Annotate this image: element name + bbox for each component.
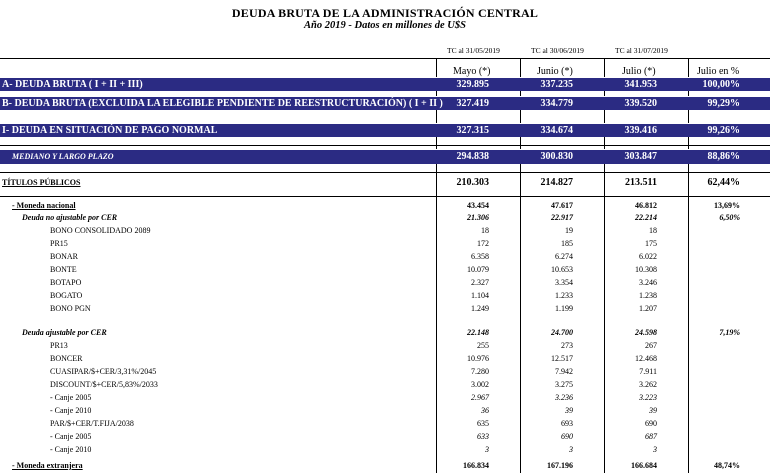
value-may: 327.315 [456, 125, 489, 136]
value-jul: 267 [645, 341, 657, 350]
value-jul: 7.911 [639, 367, 657, 376]
value-may: 10.079 [467, 265, 489, 274]
row-label: PAR/$+CER/T.FIJA/2038 [50, 419, 134, 428]
value-jun: 300.830 [540, 151, 573, 162]
value-may: 1.104 [471, 291, 489, 300]
page-title: DEUDA BRUTA DE LA ADMINISTRACIÓN CENTRAL [231, 6, 539, 20]
value-jun: 690 [561, 432, 573, 441]
value-pct: 100,00% [702, 79, 740, 90]
value-may: 255 [477, 341, 489, 350]
value-jun: 214.827 [540, 177, 573, 188]
value-jul: 6.022 [639, 252, 657, 261]
value-may: 7.280 [471, 367, 489, 376]
tc-label-jul: TC al 31/07/2019 [615, 46, 668, 55]
value-may: 21.306 [467, 213, 489, 222]
value-jul: 22.214 [635, 213, 657, 222]
value-jul: 1.238 [639, 291, 657, 300]
titulos-publicos-row [0, 176, 770, 190]
table-row [0, 251, 770, 263]
table-row [0, 290, 770, 302]
value-jul: 3.223 [639, 393, 657, 402]
row-label: - Moneda nacional [12, 201, 76, 210]
value-pct: 88,86% [707, 151, 740, 162]
value-may: 22.148 [467, 328, 489, 337]
table-row [0, 225, 770, 237]
table-row [0, 379, 770, 391]
value-may: 172 [477, 239, 489, 248]
value-jul: 10.308 [635, 265, 657, 274]
table-row [0, 303, 770, 315]
row-label: BOGATO [50, 291, 83, 300]
value-jun: 24.700 [551, 328, 573, 337]
row-label: Deuda ajustable por CER [22, 328, 107, 337]
table-row [0, 405, 770, 417]
value-jun: 39 [565, 406, 573, 415]
value-jul: 213.511 [625, 177, 657, 188]
row-label: TÍTULOS PÚBLICOS [2, 178, 81, 187]
value-jul: 46.812 [635, 201, 657, 210]
value-jul: 12.468 [635, 354, 657, 363]
value-may: 2.967 [471, 393, 489, 402]
table-row [0, 327, 770, 339]
value-jun: 334.779 [540, 98, 573, 109]
value-jun: 1.199 [555, 304, 573, 313]
table-row [0, 431, 770, 443]
value-jun: 6.274 [555, 252, 573, 261]
value-may: 633 [477, 432, 489, 441]
table-row [0, 392, 770, 404]
row-label: PR13 [50, 341, 68, 350]
value-jul: 687 [645, 432, 657, 441]
row-line [0, 172, 770, 173]
row-label: BONO PGN [50, 304, 91, 313]
row-label: PR15 [50, 239, 68, 248]
value-jul: 166.684 [631, 461, 657, 470]
value-pct: 7,19% [719, 328, 740, 337]
row-label: - Moneda extranjera [12, 461, 83, 470]
row-label: - Canje 2005 [50, 432, 92, 441]
value-jun: 167.196 [547, 461, 573, 470]
table-row [0, 264, 770, 276]
value-may: 1.249 [471, 304, 489, 313]
row-label: - Canje 2010 [50, 445, 92, 454]
band-label: A- DEUDA BRUTA ( I + II + III) [2, 79, 143, 90]
value-may: 6.358 [471, 252, 489, 261]
table-row [0, 418, 770, 430]
value-pct: 48,74% [714, 461, 740, 470]
value-jun: 47.617 [551, 201, 573, 210]
value-jul: 303.847 [624, 151, 657, 162]
value-jun: 1.233 [555, 291, 573, 300]
value-jul: 339.520 [624, 98, 657, 109]
value-may: 3.002 [471, 380, 489, 389]
value-jun: 185 [561, 239, 573, 248]
page-subtitle: Año 2019 - Datos en millones de U$S [304, 20, 466, 31]
band-a [0, 77, 770, 91]
value-jun: 334.674 [540, 125, 573, 136]
value-jun: 273 [561, 341, 573, 350]
value-jul: 3.246 [639, 278, 657, 287]
value-may: 635 [477, 419, 489, 428]
value-jul: 339.416 [624, 125, 657, 136]
table-row [0, 340, 770, 352]
table-row [0, 444, 770, 456]
table-row [0, 238, 770, 250]
value-jun: 7.942 [555, 367, 573, 376]
value-jun: 337.235 [540, 79, 573, 90]
value-jul: 3.262 [639, 380, 657, 389]
row-label: CUASIPAR/$+CER/3,31%/2045 [50, 367, 157, 376]
col-header-jul: Julio (*) [622, 66, 656, 77]
value-jun: 22.917 [551, 213, 573, 222]
row-line [0, 145, 770, 146]
value-jun: 3.236 [555, 393, 573, 402]
value-jun: 693 [561, 419, 573, 428]
value-may: 327.419 [456, 98, 489, 109]
value-jun: 19 [565, 226, 573, 235]
row-label: - Canje 2005 [50, 393, 92, 402]
value-jul: 690 [645, 419, 657, 428]
value-jun: 3 [569, 445, 573, 454]
header-top-line [0, 58, 770, 59]
row-label: BONCER [50, 354, 83, 363]
value-pct: 13,69% [714, 201, 740, 210]
band-mediano-largo-plazo [0, 149, 770, 164]
value-jul: 341.953 [624, 79, 657, 90]
value-jun: 12.517 [551, 354, 573, 363]
row-label: - Canje 2010 [50, 406, 92, 415]
value-jul: 18 [649, 226, 657, 235]
value-jun: 10.653 [551, 265, 573, 274]
band-i [0, 123, 770, 137]
col-header-jun: Junio (*) [537, 66, 573, 77]
row-label: BONO CONSOLIDADO 2089 [50, 226, 151, 235]
row-label: Deuda no ajustable por CER [22, 213, 118, 222]
value-may: 329.895 [456, 79, 489, 90]
value-may: 294.838 [456, 151, 489, 162]
table-row [0, 366, 770, 378]
table-row [0, 277, 770, 289]
tc-label-jun: TC al 30/06/2019 [531, 46, 584, 55]
row-line [0, 196, 770, 197]
value-jun: 3.275 [555, 380, 573, 389]
band-label: MEDIANO Y LARGO PLAZO [12, 152, 114, 161]
row-label: BONTE [50, 265, 77, 274]
value-may: 2.327 [471, 278, 489, 287]
value-may: 166.834 [463, 461, 489, 470]
band-label: B- DEUDA BRUTA (EXCLUIDA LA ELEGIBLE PENDIENTE DE REESTRUCTURACIÓN) ( I + II ) [2, 98, 443, 109]
col-header-pct: Julio en % [697, 66, 740, 77]
value-jul: 1.207 [639, 304, 657, 313]
value-may: 36 [481, 406, 489, 415]
table-row [0, 200, 770, 212]
band-b [0, 96, 770, 110]
value-may: 210.303 [456, 177, 489, 188]
row-label: DISCOUNT/$+CER/5,83%/2033 [50, 380, 158, 389]
tc-label-may: TC al 31/05/2019 [447, 46, 500, 55]
row-label: BONAR [50, 252, 79, 261]
value-pct: 99,26% [707, 125, 740, 136]
band-label: I- DEUDA EN SITUACIÓN DE PAGO NORMAL [2, 125, 218, 136]
table-row [0, 353, 770, 365]
row-label: BOTAPO [50, 278, 82, 287]
value-pct: 62,44% [707, 177, 740, 188]
value-may: 10.976 [467, 354, 489, 363]
value-may: 43.454 [467, 201, 489, 210]
value-may: 18 [481, 226, 489, 235]
value-jul: 3 [653, 445, 657, 454]
value-jul: 39 [649, 406, 657, 415]
value-pct: 6,50% [719, 213, 740, 222]
value-jul: 175 [645, 239, 657, 248]
table-row [0, 460, 770, 472]
value-jun: 3.354 [555, 278, 573, 287]
value-jul: 24.598 [635, 328, 657, 337]
value-may: 3 [485, 445, 489, 454]
value-pct: 99,29% [707, 98, 740, 109]
table-row [0, 212, 770, 224]
col-header-may: Mayo (*) [453, 66, 491, 77]
